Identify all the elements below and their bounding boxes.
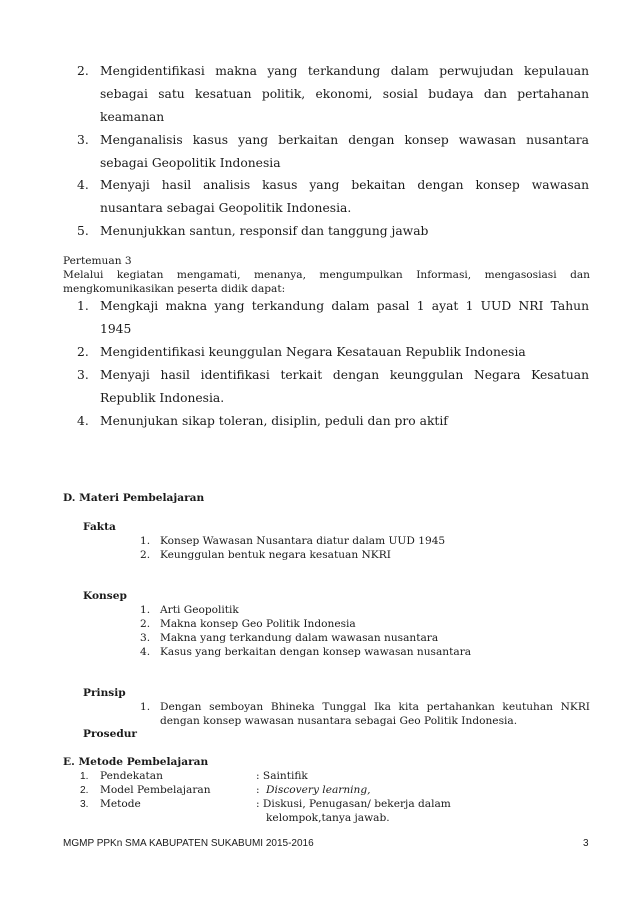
list-number: 4. [77, 414, 89, 428]
intro-text: mengkomunikasikan peserta didik dapat: [63, 283, 286, 295]
list-item-text: dengan konsep wawasan nusantara sebagai Geo Politik Indonesia. [160, 715, 518, 727]
list-item-text: 1945 [100, 322, 132, 336]
method-value-prefix: : [256, 784, 260, 796]
list-number: 2. [80, 785, 89, 796]
subsection-label: Fakta [83, 521, 116, 533]
list-item-text: Konsep Wawasan Nusantara diatur dalam UUD 1945 [160, 535, 446, 547]
list-number: 3. [77, 368, 89, 382]
intro-text: Melalui kegiatan mengamati, menanya, mengumpulkan Informasi, mengasosiasi dan [63, 269, 590, 281]
list-item-text: Mengkaji makna yang terkandung dalam pasal 1 ayat 1 UUD NRI Tahun [100, 299, 589, 313]
subsection-label: Prosedur [83, 728, 138, 740]
list-item-text: Menunjukan sikap toleran, disiplin, peduli dan pro aktif [100, 414, 448, 428]
list-number: 5. [77, 224, 89, 238]
list-number: 4. [140, 646, 151, 658]
list-item-text: Kasus yang berkaitan dengan konsep wawasan nusantara [160, 646, 472, 658]
method-label: Metode [100, 798, 141, 810]
list-item-text: Republik Indonesia. [100, 391, 225, 405]
list-item-text: sebagai satu kesatuan politik, ekonomi, sosial budaya dan pertahanan [100, 87, 589, 101]
subsection-label: Prinsip [83, 687, 126, 699]
list-item-text: Menyaji hasil analisis kasus yang bekaitan dengan konsep wawasan [100, 178, 589, 192]
section-heading: D. Materi Pembelajaran [63, 492, 205, 504]
list-item-text: Mengidentifikasi keunggulan Negara Kesatauan Republik Indonesia [100, 345, 526, 359]
method-value: kelompok,tanya jawab. [266, 812, 390, 824]
list-item-text: Menyaji hasil identifikasi terkait dengan keunggulan Negara Kesatuan [100, 368, 589, 382]
list-number: 3. [140, 632, 151, 644]
list-number: 1. [80, 771, 89, 782]
list-item-text: nusantara sebagai Geopolitik Indonesia. [100, 201, 352, 215]
list-item-text: Makna konsep Geo Politik Indonesia [160, 618, 356, 630]
list-item-text: Menganalisis kasus yang berkaitan dengan konsep wawasan nusantara [100, 133, 589, 147]
method-value: Discovery learning, [266, 784, 371, 796]
list-item-text: Mengidentifikasi makna yang terkandung dalam perwujudan kepulauan [100, 64, 589, 78]
method-label: Pendekatan [100, 770, 163, 782]
list-number: 2. [140, 549, 151, 561]
list-item-text: Dengan semboyan Bhineka Tunggal Ika kita pertahankan keutuhan NKRI [160, 701, 590, 713]
list-item-text: Arti Geopolitik [160, 604, 239, 616]
list-number: 1. [77, 299, 89, 313]
list-number: 1. [140, 535, 151, 547]
list-item-text: Menunjukkan santun, responsif dan tanggung jawab [100, 224, 429, 238]
list-number: 4. [77, 178, 89, 192]
list-number: 3. [77, 133, 89, 147]
subsection-label: Konsep [83, 590, 127, 602]
method-label: Model Pembelajaran [100, 784, 211, 796]
footer-text: MGMP PPKn SMA KABUPATEN SUKABUMI 2015-2016 [63, 838, 314, 849]
page-number: 3 [583, 838, 589, 849]
method-value: : Diskusi, Penugasan/ bekerja dalam [256, 798, 451, 810]
list-item-text: sebagai Geopolitik Indonesia [100, 156, 281, 170]
list-item-text: Keunggulan bentuk negara kesatuan NKRI [160, 549, 391, 561]
list-number: 2. [140, 618, 151, 630]
section-heading: Pertemuan 3 [63, 255, 132, 267]
method-value: : Saintifik [256, 770, 308, 782]
list-item-text: keamanan [100, 110, 165, 124]
list-number: 2. [77, 64, 89, 78]
section-heading: E. Metode Pembelajaran [63, 756, 209, 768]
list-number: 2. [77, 345, 89, 359]
list-item-text: Makna yang terkandung dalam wawasan nusantara [160, 632, 439, 644]
list-number: 1. [140, 604, 151, 616]
list-number: 3. [80, 799, 89, 810]
list-number: 1. [140, 701, 151, 713]
